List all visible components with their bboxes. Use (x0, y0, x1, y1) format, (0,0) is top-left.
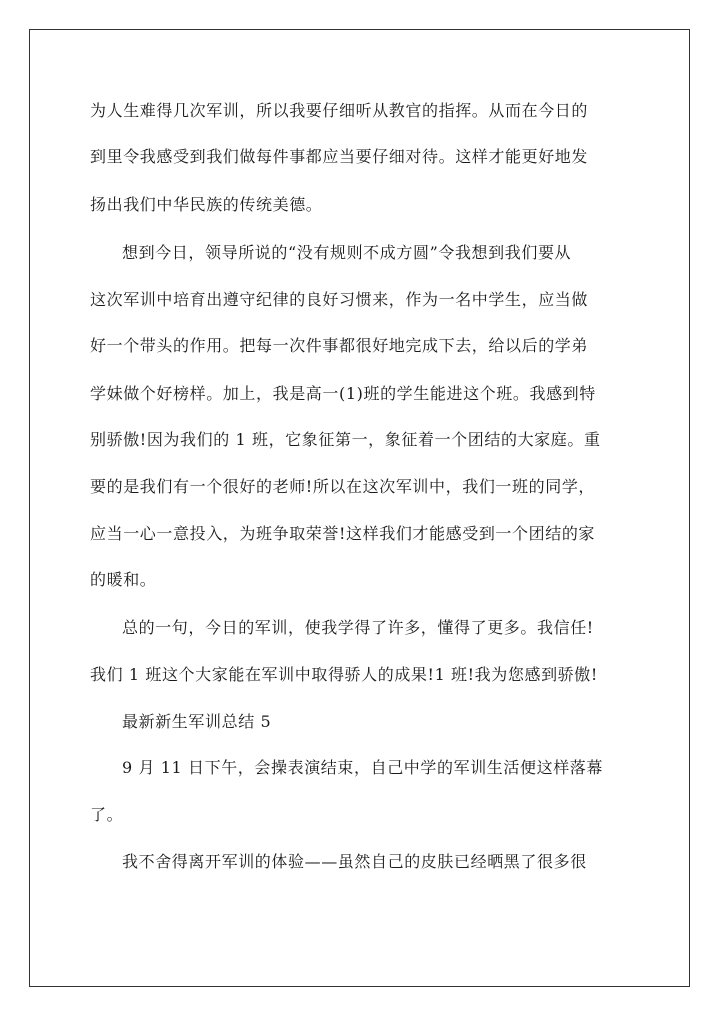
text-line: 9 月 11 日下午，会操表演结束，自己中学的军训生活便这样落幕 (122, 758, 603, 777)
page-border (29, 29, 690, 987)
text-line: 这次军训中培育出遵守纪律的良好习惯来，作为一名中学生，应当做 (90, 290, 589, 309)
text-line: 的暖和。 (90, 570, 157, 589)
text-line: 为人生难得几次军训，所以我要仔细听从教官的指挥。从而在今日的 (90, 101, 589, 120)
text-line: 想到今日，领导所说的“没有规则不成方圆”令我想到我们要从 (122, 243, 572, 262)
text-line: 到里令我感受到我们做每件事都应当要仔细对待。这样才能更好地发 (90, 147, 589, 166)
text-line: 了。 (90, 805, 124, 824)
text-line: 别骄傲!因为我们的 1 班，它象征第一，象征着一个团结的大家庭。重 (90, 430, 601, 449)
text-line: 好一个带头的作用。把每一次件事都很好地完成下去，给以后的学弟 (90, 336, 589, 355)
text-line: 我不舍得离开军训的体验——虽然自己的皮肤已经晒黑了很多很 (122, 852, 587, 871)
text-line: 应当一心一意投入，为班争取荣誉!这样我们才能感受到一个团结的家 (90, 524, 596, 543)
text-line: 我们 1 班这个大家能在军训中取得骄人的成果!1 班!我为您感到骄傲! (90, 665, 598, 684)
text-line: 总的一句，今日的军训，使我学得了许多，懂得了更多。我信任! (122, 618, 594, 637)
section-heading: 最新新生军训总结 5 (122, 712, 272, 731)
text-line: 学妹做个好榜样。加上，我是高一(1)班的学生能进这个班。我感到特 (90, 384, 596, 403)
text-line: 扬出我们中华民族的传统美德。 (90, 195, 323, 214)
text-line: 要的是我们有一个很好的老师!所以在这次军训中，我们一班的同学， (90, 477, 596, 496)
